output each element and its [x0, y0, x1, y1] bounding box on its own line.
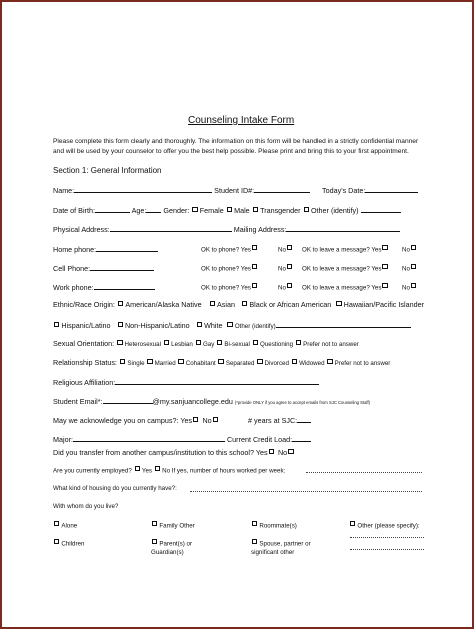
dob-label: Date of Birth:: [53, 206, 95, 215]
ethnic-checkbox-asian[interactable]: [210, 301, 215, 306]
employed-label: Are you currently employed?: [53, 467, 132, 475]
sexual-option-gay: Gay: [202, 341, 215, 348]
cell-message-no-checkbox[interactable]: [411, 264, 416, 269]
ethnic-option-native: American/Alaska Native: [125, 300, 202, 309]
no-label: No: [402, 284, 410, 292]
transfer-yes-checkbox[interactable]: [269, 449, 274, 454]
gender-option-female: Female: [199, 206, 224, 215]
name-label: Name:: [53, 186, 75, 195]
relationship-option-cohabitant: Cohabitant: [185, 360, 216, 367]
home-message-no-checkbox[interactable]: [411, 245, 416, 250]
acknowledge-yes-checkbox[interactable]: [193, 417, 198, 422]
sexual-checkbox-bisexual[interactable]: [217, 340, 222, 345]
major-label: Major:: [53, 435, 73, 444]
acknowledge-no-checkbox[interactable]: [213, 417, 218, 422]
gender-checkbox-other[interactable]: [304, 207, 309, 212]
work-phone-field[interactable]: [94, 282, 155, 290]
employed-no-checkbox[interactable]: [155, 466, 160, 471]
housing-field[interactable]: [190, 491, 422, 492]
credit-label: Current Credit Load:: [226, 435, 293, 444]
email-note: (*provide ONLY if you agree to accept emails from SJC Counseling Staff): [234, 400, 371, 405]
housing-row: [53, 485, 177, 492]
todays-date-field[interactable]: [365, 185, 418, 193]
relationship-option-separated: Separated: [225, 360, 255, 367]
major-row: [53, 434, 311, 444]
work-message-yes-checkbox[interactable]: [382, 283, 387, 288]
transfer-label: Did you transfer from another campus/institution to this school? Yes: [53, 448, 268, 457]
email-label: Student Email*:: [53, 397, 103, 406]
live-parents-label-2: Guardian(s): [151, 549, 184, 557]
name-row: [53, 185, 418, 195]
email-domain: @my.sanjuancollege.edu: [152, 397, 233, 406]
mailing-address-label: Mailing Address:: [233, 225, 287, 234]
physical-address-label: Physical Address:: [53, 225, 110, 234]
sexual-checkbox-gay[interactable]: [196, 340, 201, 345]
live-children-label: Children: [61, 540, 85, 548]
sexual-checkbox-lesbian[interactable]: [164, 340, 169, 345]
home-phone-label: Home phone:: [53, 245, 97, 254]
dob-field[interactable]: [95, 205, 130, 213]
ethnic-option-asian: Asian: [217, 300, 235, 309]
hours-label: If yes, number of hours worked per week:: [171, 467, 286, 475]
sexual-orientation-label: Sexual Orientation:: [53, 339, 115, 348]
work-ok-phone: [201, 283, 259, 291]
transfer-no-checkbox[interactable]: [288, 449, 293, 454]
no-label: No: [402, 246, 410, 254]
ethnic-checkbox-non-hispanic[interactable]: [118, 322, 123, 327]
ethnic-option-other: Other (identify): [234, 323, 276, 330]
live-alone-checkbox[interactable]: [54, 521, 59, 526]
live-alone-label: Alone: [61, 522, 78, 530]
live-family-checkbox[interactable]: [152, 521, 157, 526]
cell-phone-no-checkbox[interactable]: [287, 264, 292, 269]
ethnic-checkbox-hawaiian[interactable]: [336, 301, 341, 306]
sexual-checkbox-heterosexual[interactable]: [117, 340, 122, 345]
sexual-orientation-row: [53, 339, 359, 348]
no-label: No: [278, 246, 286, 254]
relationship-checkbox-married[interactable]: [147, 359, 152, 364]
live-family: [151, 521, 195, 529]
physical-address-field[interactable]: [110, 224, 232, 232]
live-spouse-label-1: Spouse, partner or: [259, 540, 311, 548]
ethnic-checkbox-hispanic[interactable]: [54, 322, 59, 327]
ethnic-row-1: [53, 300, 424, 309]
ok-message-yes-label: OK to leave a message? Yes: [302, 265, 382, 273]
age-field[interactable]: [146, 205, 161, 213]
gender-checkbox-transgender[interactable]: [253, 207, 258, 212]
email-row: [53, 396, 370, 406]
cell-phone-label: Cell Phone:: [53, 264, 91, 273]
live-other: [349, 521, 420, 529]
intro-paragraph: Please complete this form clearly and thoroughly. The information on this form will be handled in a strictly confidential manner and will be used by your counselor to offer you the best help possible. Please print and bring this to your first appointment.: [53, 138, 419, 155]
live-spouse: [251, 539, 311, 557]
work-message-no-checkbox[interactable]: [411, 283, 416, 288]
form-title: Counseling Intake Form: [188, 115, 295, 126]
work-ok-message: [302, 283, 390, 291]
ethnic-row-2: [53, 320, 411, 330]
relationship-checkbox-widowed[interactable]: [292, 359, 297, 364]
work-phone-row: [53, 282, 155, 292]
cell-ok-message: [302, 264, 390, 272]
live-roommates-label: Roommate(s): [259, 522, 297, 530]
cell-phone-row: [53, 263, 154, 273]
no-label: No: [402, 265, 410, 273]
ethnic-checkbox-native[interactable]: [118, 301, 123, 306]
relationship-checkbox-single[interactable]: [120, 359, 125, 364]
work-phone-no: [278, 283, 294, 291]
cell-phone-field[interactable]: [90, 263, 154, 271]
live-other-label: Other (please specify):: [357, 522, 420, 530]
ok-phone-yes-label: OK to phone? Yes: [201, 284, 251, 292]
ethnic-other-field[interactable]: [276, 320, 411, 328]
transfer-row: [53, 448, 296, 457]
ethnic-option-white: White: [204, 321, 223, 330]
relationship-checkbox-separated[interactable]: [218, 359, 223, 364]
employed-no-label: No: [162, 467, 171, 475]
major-field[interactable]: [73, 434, 225, 442]
live-children-checkbox[interactable]: [54, 539, 59, 544]
cell-message-no: [402, 264, 418, 272]
address-row: [53, 224, 400, 234]
relationship-row: [53, 358, 390, 367]
ethnic-option-hawaiian: Hawaiian/Pacific Islander: [343, 300, 424, 309]
relationship-option-married: Married: [154, 360, 176, 367]
live-other-field-2[interactable]: [350, 549, 424, 550]
home-phone-no: [278, 245, 294, 253]
live-family-label: Family Other: [159, 522, 195, 530]
years-label: # years at SJC:: [248, 416, 298, 425]
hours-field[interactable]: [306, 472, 422, 473]
sexual-option-lesbian: Lesbian: [171, 341, 193, 348]
live-roommates-checkbox[interactable]: [252, 521, 257, 526]
ethnic-checkbox-other[interactable]: [227, 322, 232, 327]
gender-option-male: Male: [234, 206, 250, 215]
gender-other-field[interactable]: [361, 205, 401, 213]
sexual-option-heterosexual: Heterosexual: [124, 341, 161, 348]
student-id-field[interactable]: [254, 185, 310, 193]
home-ok-message: [302, 245, 390, 253]
section-1-heading: Section 1: General Information: [53, 166, 162, 175]
ok-phone-yes-label: OK to phone? Yes: [201, 265, 251, 273]
age-label: Age:: [131, 206, 147, 215]
name-field[interactable]: [74, 185, 212, 193]
relationship-option-single: Single: [127, 360, 145, 367]
live-other-checkbox[interactable]: [350, 521, 355, 526]
ethnic-checkbox-black[interactable]: [242, 301, 247, 306]
mailing-address-field[interactable]: [286, 224, 400, 232]
gender-option-transgender: Transgender: [260, 206, 301, 215]
live-other-field-1[interactable]: [350, 537, 424, 538]
email-field[interactable]: [103, 396, 153, 404]
work-message-no: [402, 283, 418, 291]
home-phone-yes-checkbox[interactable]: [252, 245, 257, 250]
relationship-checkbox-divorced[interactable]: [257, 359, 262, 364]
employed-yes-label: Yes: [141, 467, 152, 475]
live-parents-label-1: Parent(s) or: [159, 540, 193, 548]
religious-field[interactable]: [115, 377, 319, 385]
relationship-checkbox-cohabitant[interactable]: [178, 359, 183, 364]
home-message-yes-checkbox[interactable]: [382, 245, 387, 250]
ok-phone-yes-label: OK to phone? Yes: [201, 246, 251, 254]
cell-ok-phone: [201, 264, 259, 272]
no-label: No: [278, 284, 286, 292]
relationship-label: Relationship Status:: [53, 358, 117, 367]
religious-label: Religious Affiliation:: [53, 378, 116, 387]
home-phone-row: [53, 244, 158, 254]
live-with-label: With whom do you live?: [53, 503, 119, 510]
relationship-option-divorced: Divorced: [264, 360, 289, 367]
live-children: [53, 539, 84, 547]
no-label: No: [278, 265, 286, 273]
home-ok-phone: [201, 245, 259, 253]
live-spouse-checkbox[interactable]: [252, 539, 257, 544]
relationship-option-widowed: Widowed: [299, 360, 325, 367]
sexual-checkbox-prefer-not[interactable]: [296, 340, 301, 345]
ethnic-option-non-hispanic: Non-Hispanic/Latino: [124, 321, 190, 330]
home-phone-field[interactable]: [96, 244, 158, 252]
work-phone-yes-checkbox[interactable]: [252, 283, 257, 288]
employment-row: [53, 466, 285, 474]
home-phone-no-checkbox[interactable]: [287, 245, 292, 250]
acknowledge-no-label: No: [202, 416, 212, 425]
ok-message-yes-label: OK to leave a message? Yes: [302, 284, 382, 292]
housing-label: What kind of housing do you currently have?:: [53, 485, 177, 492]
sexual-option-bisexual: Bi-sexual: [224, 341, 250, 348]
live-parents-checkbox[interactable]: [152, 539, 157, 544]
transfer-no-label: No: [277, 448, 288, 457]
cell-phone-no: [278, 264, 294, 272]
sexual-option-questioning: Questioning: [260, 341, 294, 348]
sexual-checkbox-questioning[interactable]: [253, 340, 258, 345]
religious-row: [53, 377, 319, 387]
live-parents: [151, 539, 192, 557]
gender-label: Gender:: [163, 206, 190, 215]
ok-message-yes-label: OK to leave a message? Yes: [302, 246, 382, 254]
sexual-option-prefer-not: Prefer not to answer: [303, 341, 359, 348]
relationship-option-prefer-not: Prefer not to answer: [334, 360, 391, 367]
employed-yes-checkbox[interactable]: [135, 466, 140, 471]
ethnic-option-hispanic: Hispanic/Latino: [61, 321, 111, 330]
work-phone-no-checkbox[interactable]: [287, 283, 292, 288]
live-roommates: [251, 521, 297, 529]
cell-phone-yes-checkbox[interactable]: [252, 264, 257, 269]
gender-option-other: Other (identify): [310, 206, 359, 215]
relationship-checkbox-prefer-not[interactable]: [327, 359, 332, 364]
todays-date-label: Today's Date:: [322, 186, 366, 195]
gender-checkbox-female[interactable]: [192, 207, 197, 212]
home-message-no: [402, 245, 418, 253]
live-spouse-label-2: significant other: [251, 549, 295, 557]
work-phone-label: Work phone:: [53, 283, 94, 292]
acknowledge-label: May we acknowledge you on campus?: Yes: [53, 416, 193, 425]
years-field[interactable]: [297, 415, 311, 423]
student-id-label: Student ID#:: [214, 186, 255, 195]
gender-checkbox-male[interactable]: [227, 207, 232, 212]
ethnic-option-black: Black or African American: [249, 300, 332, 309]
cell-message-yes-checkbox[interactable]: [382, 264, 387, 269]
acknowledge-row: [53, 415, 311, 425]
ethnic-label: Ethnic/Race Origin:: [53, 300, 115, 309]
dob-row: [53, 205, 401, 215]
live-alone: [53, 521, 77, 529]
credit-field[interactable]: [292, 434, 311, 442]
ethnic-checkbox-white[interactable]: [197, 322, 202, 327]
